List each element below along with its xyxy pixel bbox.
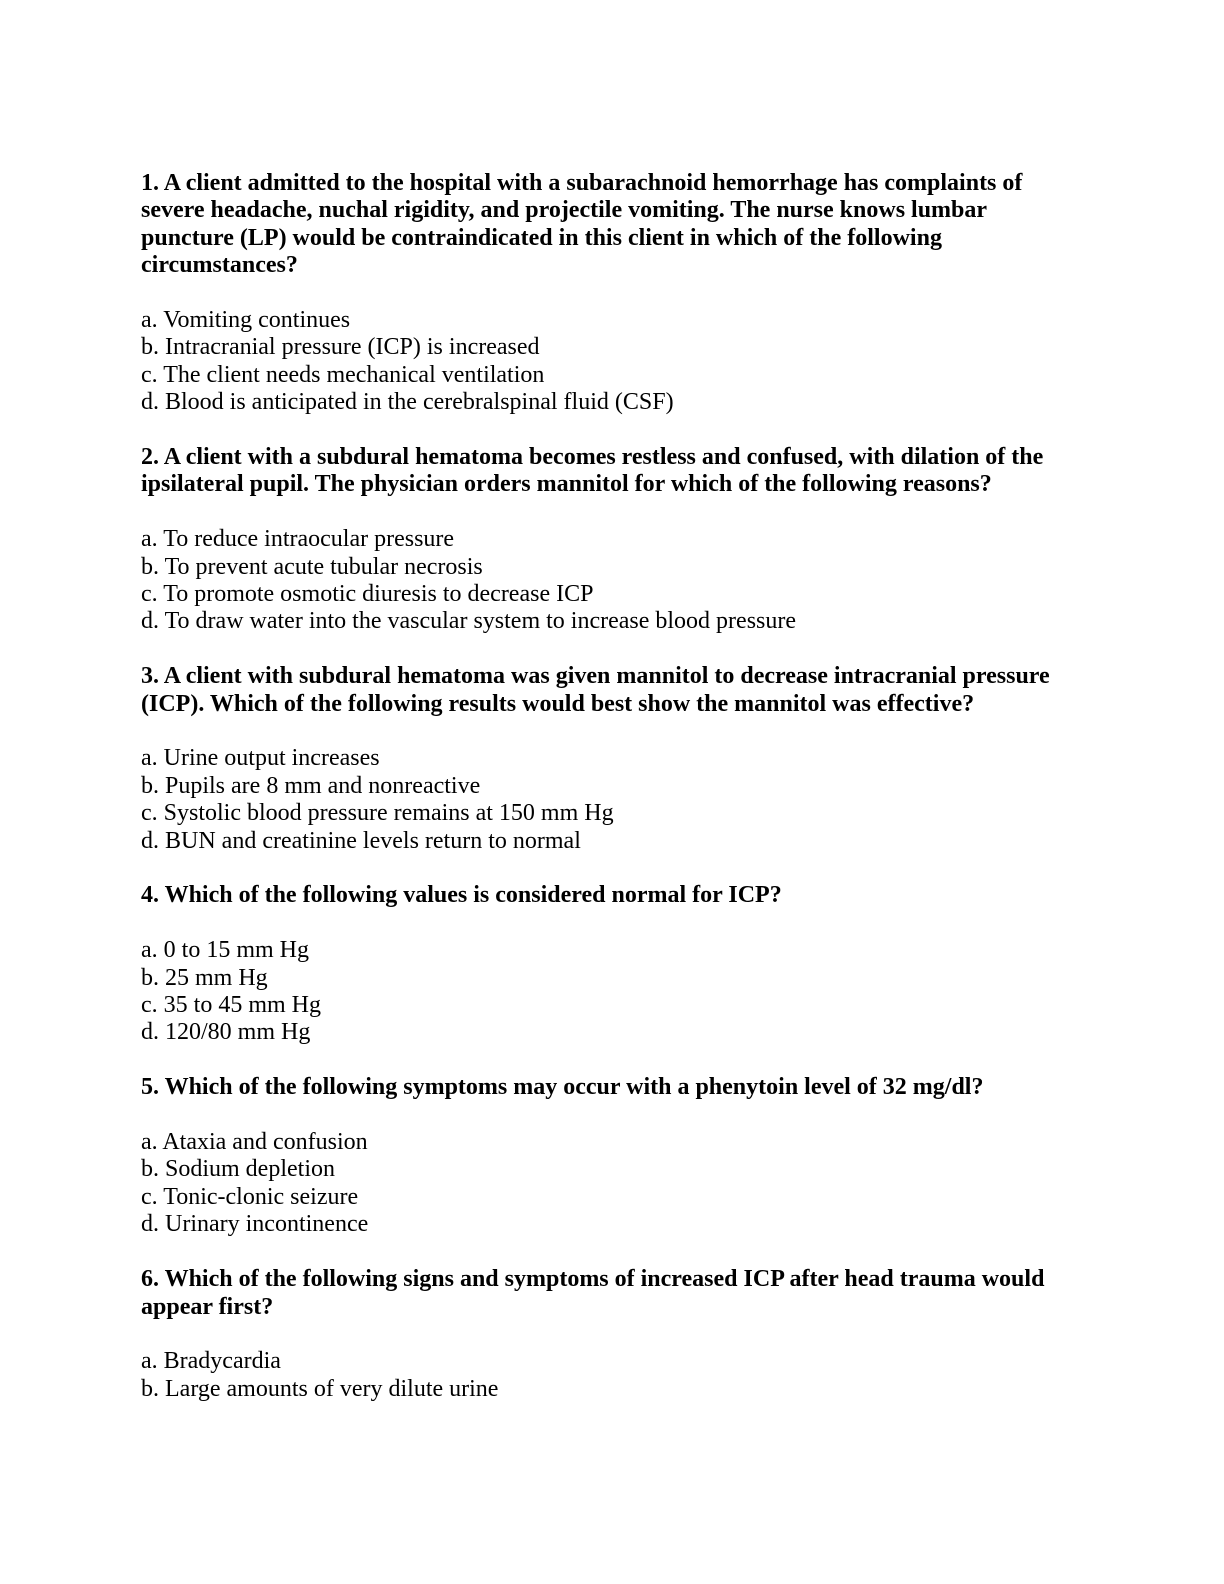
question-stem [141, 170, 1085, 280]
question-stem-text: Which of the following values is considered normal for ICP? [164, 882, 782, 909]
answer-option: c. Systolic blood pressure remains at 150 mm Hg [141, 800, 614, 827]
question-stem [141, 663, 1085, 718]
answer-option: a. 0 to 15 mm Hg [141, 937, 309, 964]
answer-option: c. 35 to 45 mm Hg [141, 992, 321, 1019]
question-stem [141, 882, 1085, 909]
question-stem-text: A client with a subdural hematoma becomes restless and confused, with dilation of the ipsilateral pupil. The physician orders mannitol for which of the following reasons? [141, 444, 1044, 498]
question-block [141, 663, 1085, 855]
answer-option: b. To prevent acute tubular necrosis [141, 553, 483, 580]
question-stem [141, 1074, 1085, 1101]
answer-option: c. The client needs mechanical ventilation [141, 361, 545, 388]
answer-options [141, 307, 1085, 417]
answer-option: a. Ataxia and confusion [141, 1129, 368, 1156]
answer-option: d. 120/80 mm Hg [141, 1019, 311, 1046]
question-block [141, 882, 1085, 1046]
answer-option: a. Vomiting continues [141, 307, 351, 334]
answer-option: a. To reduce intraocular pressure [141, 526, 455, 553]
answer-option: d. Urinary incontinence [141, 1211, 369, 1238]
answer-options [141, 1348, 1085, 1403]
question-block [141, 1266, 1085, 1403]
answer-options [141, 1129, 1085, 1239]
answer-option: d. To draw water into the vascular system to increase blood pressure [141, 608, 797, 635]
answer-option: b. Sodium depletion [141, 1156, 335, 1183]
answer-option: b. 25 mm Hg [141, 964, 268, 991]
answer-option: b. Intracranial pressure (ICP) is increased [141, 334, 540, 361]
answer-option: c. To promote osmotic diuresis to decrease ICP [141, 581, 594, 608]
question-number: 2. [141, 444, 159, 471]
question-stem-text: A client admitted to the hospital with a subarachnoid hemorrhage has complaints of severe headache, nuchal rigidity, and projectile vomiting. The nurse knows lumbar puncture (LP) would be contraindicated in this client in which of the following circumstances? [141, 170, 1023, 279]
answer-options [141, 526, 1085, 636]
answer-option: a. Bradycardia [141, 1348, 281, 1375]
answer-option: d. Blood is anticipated in the cerebralspinal fluid (CSF) [141, 389, 674, 416]
question-number: 1. [141, 170, 159, 196]
answer-options [141, 745, 1085, 855]
question-block [141, 170, 1085, 417]
question-number: 3. [141, 663, 159, 690]
answer-options [141, 937, 1085, 1047]
question-number: 6. [141, 1266, 159, 1293]
question-block [141, 1074, 1085, 1238]
question-stem [141, 1266, 1085, 1321]
question-stem-text: Which of the following signs and symptoms of increased ICP after head trauma would appear first? [141, 1266, 1045, 1320]
question-block [141, 444, 1085, 636]
question-stem-text: A client with subdural hematoma was given mannitol to decrease intracranial pressure (ICP). Which of the following results would best show the mannitol was effective? [141, 663, 1050, 717]
question-stem-text: Which of the following symptoms may occur with a phenytoin level of 32 mg/dl? [164, 1074, 984, 1101]
question-stem [141, 444, 1085, 499]
answer-option: d. BUN and creatinine levels return to normal [141, 827, 581, 854]
answer-option: b. Pupils are 8 mm and nonreactive [141, 772, 481, 799]
question-number: 4. [141, 882, 159, 909]
answer-option: b. Large amounts of very dilute urine [141, 1375, 499, 1402]
document-page [141, 170, 1085, 1431]
answer-option: c. Tonic-clonic seizure [141, 1183, 359, 1210]
answer-option: a. Urine output increases [141, 745, 380, 772]
question-number: 5. [141, 1074, 159, 1101]
question-list [141, 170, 1085, 1403]
